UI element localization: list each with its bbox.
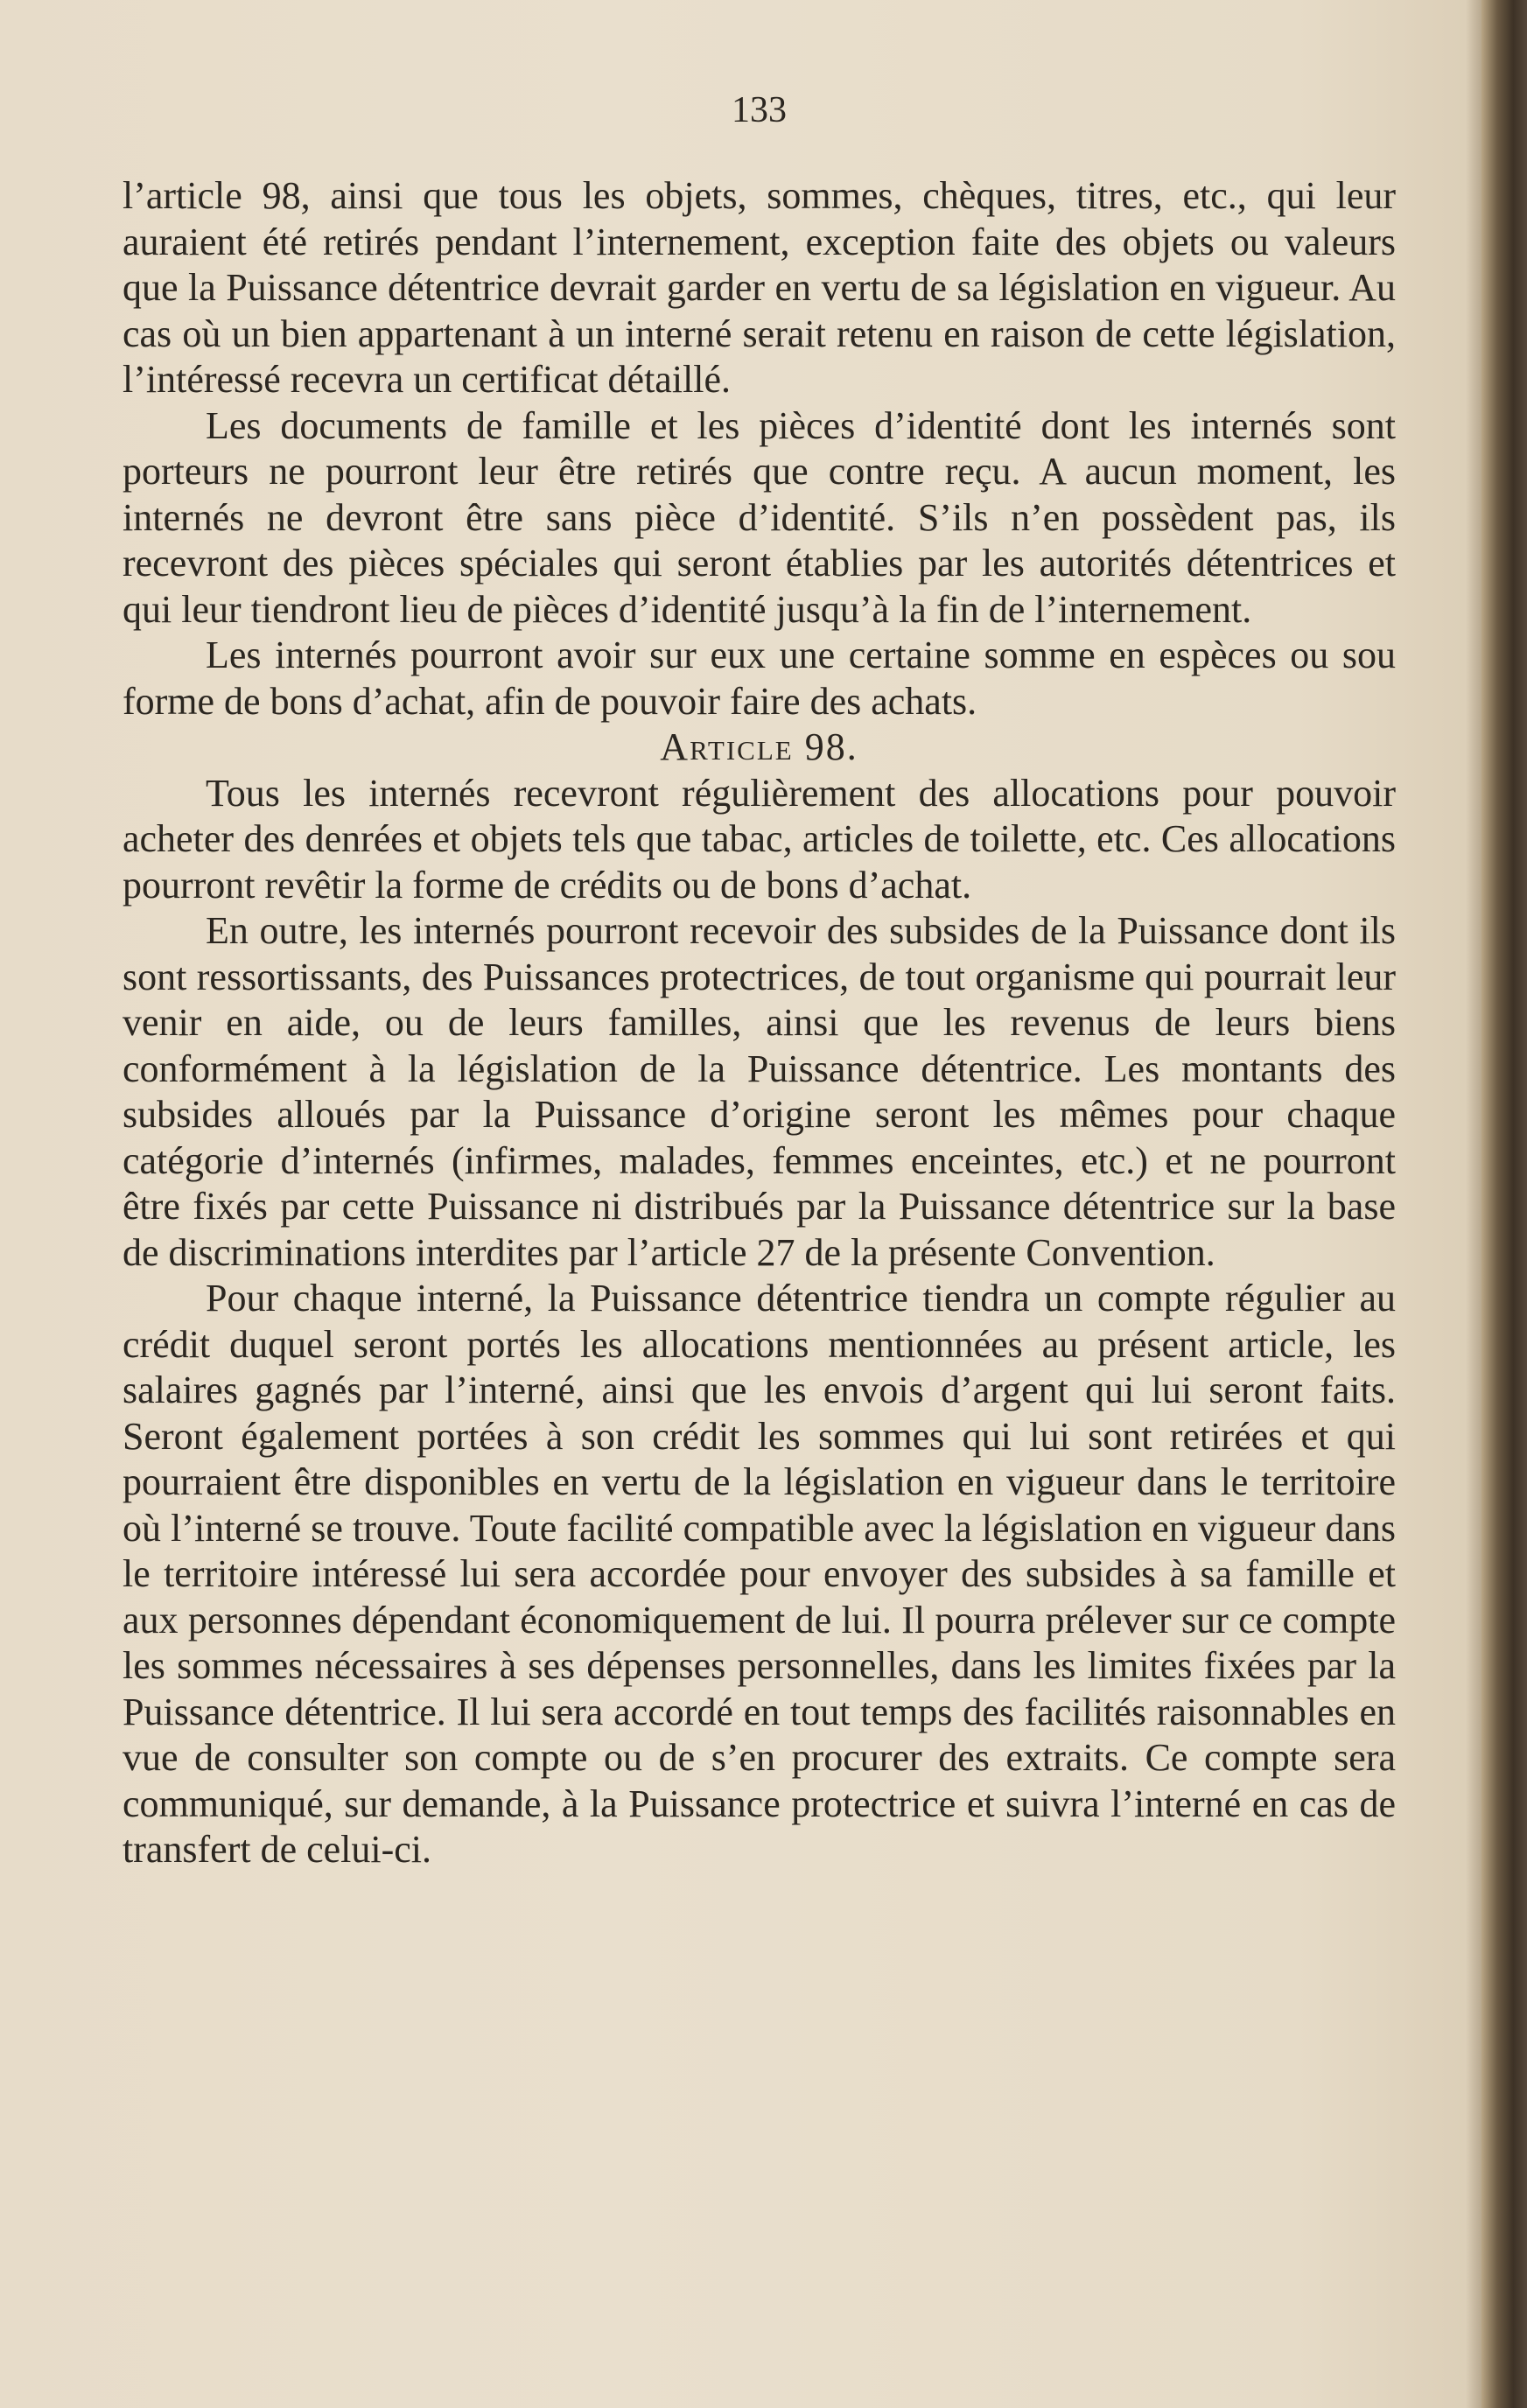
book-spine bbox=[1481, 0, 1527, 2408]
paragraph-allowances: Tous les internés recevront régulièrement des allocations pour pouvoir acheter des denrées et objets tels que tabac, articles de toilette, etc. Ces allocations pourront revêtir la forme de crédits ou de bons d’achat. bbox=[123, 771, 1396, 906]
paragraph-cash: Les internés pourront avoir sur eux une certaine somme en espèces ou sou forme de bons d’achat, afin de pouvoir faire des achats. bbox=[123, 634, 1396, 723]
page-number: 133 bbox=[732, 90, 787, 130]
paragraph-subsidies: En outre, les internés pourront recevoir des subsides de la Puissance dont ils sont ressortissants, des Puissances protectrices, de tout organisme qui pourrait leur venir en aide, ou de leurs familles, ainsi que les revenus de leurs biens conformément à la législation de la Puissance détentrice. Les montants des subsides alloués par la Puissance d’origine seront les mêmes pour chaque catégorie d’internés (infirmes, malades, femmes enceintes, etc.) et ne pourront être fixés par cette Puissance ni distribués par la Puissance détentrice sur la base de discriminations interdites par l’article 27 de la présente Convention. bbox=[123, 909, 1396, 1274]
page-body bbox=[123, 88, 1396, 1873]
paragraph-continued: l’article 98, ainsi que tous les objets, sommes, chèques, titres, etc., qui leur auraient été retirés pendant l’internement, exception faite des objets ou valeurs que la Puissance détentrice devrait garder en vertu de sa législation en vigueur. Au cas où un bien appartenant à un interné serait retenu en raison de cette législation, l’intéressé recevra un certificat détaillé. bbox=[123, 174, 1396, 401]
page-shadow bbox=[1466, 0, 1481, 2408]
paragraph-identity-documents: Les documents de famille et les pièces d’identité dont les internés sont porteurs ne pourront leur être retirés que contre reçu. A aucun moment, les internés ne devront être sans pièce d’identité. S’ils n’en possèdent pas, ils recevront des pièces spéciales qui seront établies par les autorités détentrices et qui leur tiendront lieu de pièces d’identité jusqu’à la fin de l’internement. bbox=[123, 403, 1396, 631]
paragraph-account: Pour chaque interné, la Puissance détentrice tiendra un compte régulier au crédit duquel seront portés les allocations mentionnées au présent article, les salaires gagnés par l’interné, ainsi que les envois d’argent qui lui seront faits. Seront également portées à son crédit les sommes qui lui sont retirées et qui pourraient être disponibles en vertu de la législation en vigueur dans le territoire où l’interné se trouve. Toute facilité compatible avec la législation en vigueur dans le territoire intéressé lui sera accordée pour envoyer des subsides à sa famille et aux personnes dépendant économiquement de lui. Il pourra prélever sur ce compte les sommes nécessaires à ses dépenses personnelles, dans les limites fixées par la Puissance détentrice. Il lui sera accordé en tout temps des facilités raisonnables en vue de consulter son compte ou de s’en procurer des extraits. Ce compte sera communiqué, sur demande, à la Puissance protectrice et suivra l’interné en cas de transfert de celui-ci. bbox=[123, 1277, 1396, 1871]
article-heading: Article 98. bbox=[660, 725, 858, 768]
